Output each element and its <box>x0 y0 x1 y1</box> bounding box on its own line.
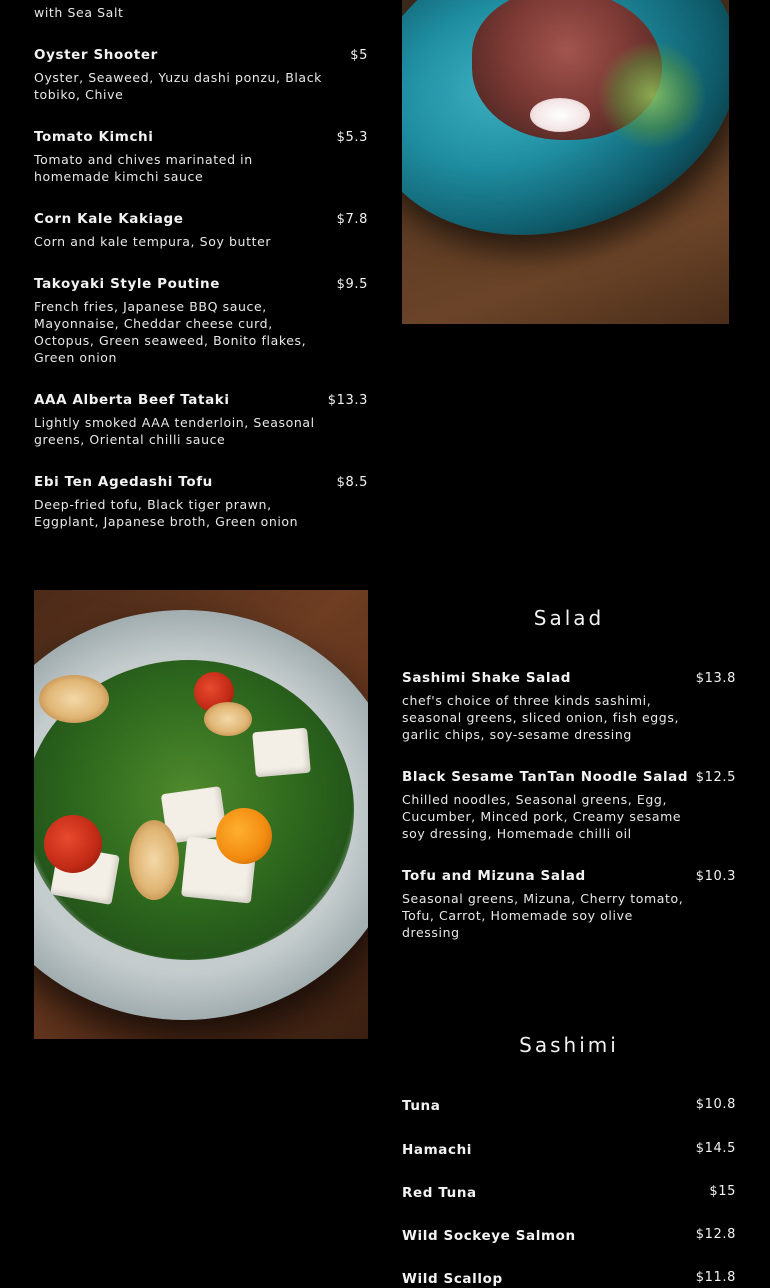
menu-item-desc: French fries, Japanese BBQ sauce, Mayonnaise, Cheddar cheese curd, Octopus, Green seaweed, Bonito flakes, Green onion <box>34 299 307 365</box>
menu-item-name: Red Tuna <box>402 1185 477 1201</box>
menu-item-name: Hamachi <box>402 1142 473 1158</box>
menu-item-price: $13.8 <box>695 671 736 686</box>
menu-item-price: $14.5 <box>695 1141 736 1156</box>
menu-item-price: $7.8 <box>336 212 368 227</box>
menu-item <box>34 129 368 185</box>
menu-item <box>34 276 368 366</box>
menu-item-name: Takoyaki Style Poutine <box>34 276 220 292</box>
menu-item-name: Corn Kale Kakiage <box>34 211 184 227</box>
salad-photo <box>34 590 368 1039</box>
menu-item <box>34 474 368 530</box>
menu-item-name: Oyster Shooter <box>34 47 158 63</box>
menu-item <box>402 670 736 743</box>
menu-item-price: $12.5 <box>695 770 736 785</box>
menu-item-name: Wild Sockeye Salmon <box>402 1228 576 1244</box>
menu-item <box>402 1185 736 1202</box>
menu-item-price: $9.5 <box>336 277 368 292</box>
menu-item-price: $15 <box>709 1184 736 1199</box>
menu-item <box>402 1271 736 1288</box>
menu-item-name: Black Sesame TanTan Noodle Salad <box>402 769 689 785</box>
menu-item <box>402 868 736 941</box>
menu-item-desc: Chilled noodles, Seasonal greens, Egg, Cucumber, Minced pork, Creamy sesame soy dressing, Homemade chilli oil <box>402 792 682 841</box>
menu-item <box>402 1098 736 1115</box>
menu-item-desc: Tomato and chives marinated in homemade kimchi sauce <box>34 152 253 184</box>
tofu-shape <box>252 728 311 778</box>
garlic-chip-shape <box>204 702 252 736</box>
menu-item <box>34 47 368 103</box>
menu-item <box>402 1142 736 1159</box>
menu-item <box>402 1228 736 1245</box>
menu-item-desc: Oyster, Seaweed, Yuzu dashi ponzu, Black tobiko, Chive <box>34 70 323 102</box>
menu-item-name: AAA Alberta Beef Tataki <box>34 392 230 408</box>
menu-item-desc: Corn and kale tempura, Soy butter <box>34 234 272 249</box>
radish-shape <box>530 98 590 132</box>
cherry-tomato-shape <box>44 815 102 873</box>
menu-item <box>402 769 736 842</box>
menu-item-desc: Lightly smoked AAA tenderloin, Seasonal greens, Oriental chilli sauce <box>34 415 315 447</box>
menu-item-price: $13.3 <box>327 393 368 408</box>
menu-item-name: Tuna <box>402 1098 441 1114</box>
section-title-salad: Salad <box>533 606 605 630</box>
tataki-photo <box>402 0 729 324</box>
menu-item-price: $5.3 <box>336 130 368 145</box>
menu-item-desc: Deep-fried tofu, Black tiger prawn, Eggplant, Japanese broth, Green onion <box>34 497 299 529</box>
menu-item-price: $10.3 <box>695 869 736 884</box>
menu-item-name: Wild Scallop <box>402 1271 503 1287</box>
garlic-chip-shape <box>39 675 109 723</box>
menu-item-price: $8.5 <box>336 475 368 490</box>
menu-item-desc-fragment: with Sea Salt <box>34 5 124 20</box>
menu-item-desc: chef's choice of three kinds sashimi, seasonal greens, sliced onion, fish eggs, garlic chips, soy-sesame dressing <box>402 693 680 742</box>
menu-item-desc: Seasonal greens, Mizuna, Cherry tomato, Tofu, Carrot, Homemade soy olive dressing <box>402 891 684 940</box>
menu-item-name: Ebi Ten Agedashi Tofu <box>34 474 213 490</box>
menu-item-name: Tomato Kimchi <box>34 129 154 145</box>
menu-item-name: Tofu and Mizuna Salad <box>402 868 586 884</box>
menu-item-price: $10.8 <box>695 1097 736 1112</box>
menu-item-price: $12.8 <box>695 1227 736 1242</box>
yellow-tomato-shape <box>216 808 272 864</box>
section-title-sashimi: Sashimi <box>519 1033 619 1057</box>
menu-item-name: Sashimi Shake Salad <box>402 670 572 686</box>
menu-item-price: $11.8 <box>695 1270 736 1285</box>
garlic-chip-shape <box>129 820 179 900</box>
greens-shape <box>597 40 707 150</box>
menu-item <box>34 392 368 448</box>
menu-item <box>34 211 368 250</box>
menu-item-price: $5 <box>350 48 368 63</box>
